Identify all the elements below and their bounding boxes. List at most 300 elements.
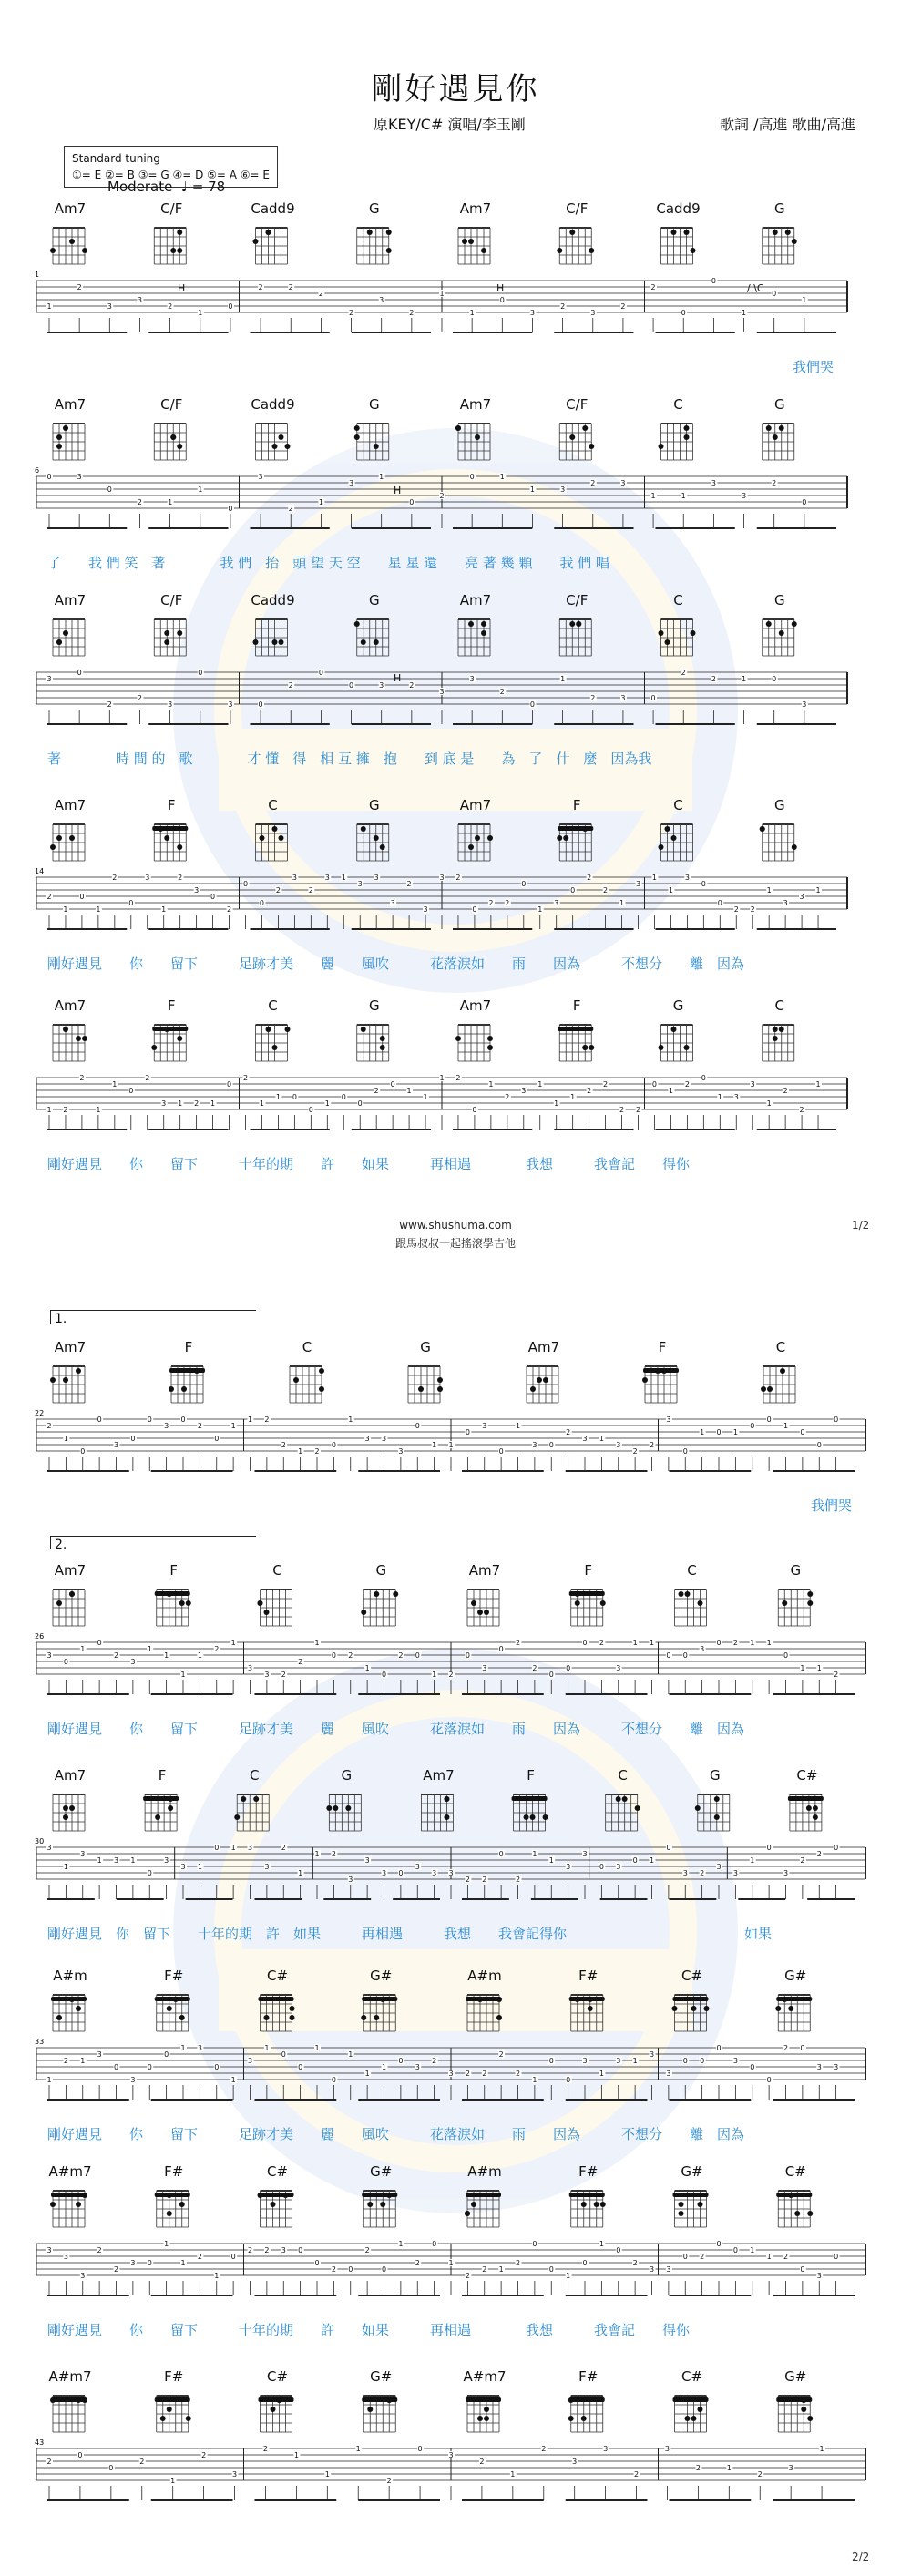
svg-text:0: 0 <box>834 2253 839 2261</box>
lyric-line: 了 我 們 笑 著 我 們 抬 頭 望 天 空 星 星 還 亮 著 幾 顆 我 們 唱 <box>47 555 609 571</box>
svg-text:3: 3 <box>666 2265 671 2274</box>
svg-text:2: 2 <box>197 1422 202 1430</box>
svg-text:3: 3 <box>46 2246 52 2254</box>
chord-name: Am7 <box>468 1562 501 1579</box>
svg-text:3: 3 <box>582 1850 588 1858</box>
svg-text:2: 2 <box>650 283 656 291</box>
svg-text:2: 2 <box>515 1876 521 1884</box>
svg-text:2: 2 <box>560 302 566 311</box>
measure-number: 6 <box>35 466 40 475</box>
svg-text:0: 0 <box>666 1651 671 1660</box>
chord-name: G# <box>370 2368 393 2385</box>
svg-text:3: 3 <box>398 1447 404 1456</box>
svg-text:0: 0 <box>331 1441 336 1449</box>
svg-text:3: 3 <box>145 874 150 882</box>
svg-text:0: 0 <box>398 2057 404 2065</box>
svg-text:2: 2 <box>415 2259 420 2267</box>
svg-text:0: 0 <box>498 1850 504 1858</box>
svg-text:0: 0 <box>800 2044 805 2052</box>
svg-text:2: 2 <box>264 1416 270 1424</box>
svg-text:3: 3 <box>374 874 379 882</box>
tab-staff <box>36 1642 865 1674</box>
svg-text:3: 3 <box>529 309 536 317</box>
svg-text:3: 3 <box>357 880 363 888</box>
svg-text:1: 1 <box>668 886 673 894</box>
svg-text:0: 0 <box>331 2076 336 2084</box>
svg-text:3: 3 <box>63 2253 68 2261</box>
svg-text:3: 3 <box>802 700 807 709</box>
svg-text:0: 0 <box>214 1435 220 1443</box>
svg-text:1: 1 <box>130 1856 136 1865</box>
svg-text:1: 1 <box>247 1416 253 1424</box>
chord-name: Am7 <box>54 592 87 608</box>
chord-diagram <box>155 1995 190 2031</box>
svg-text:1: 1 <box>766 1099 772 1108</box>
svg-text:1: 1 <box>314 1850 320 1858</box>
chord-name: G# <box>784 2368 807 2385</box>
svg-text:3: 3 <box>97 2050 102 2059</box>
svg-text:0: 0 <box>147 1869 152 1877</box>
svg-text:3: 3 <box>324 874 330 882</box>
svg-text:2: 2 <box>409 681 415 690</box>
svg-text:0: 0 <box>750 2063 755 2071</box>
svg-text:3: 3 <box>264 1863 270 1871</box>
svg-text:3: 3 <box>620 694 626 702</box>
svg-text:0: 0 <box>666 1844 671 1852</box>
chord-name: C <box>272 1562 282 1579</box>
chord-diagram <box>361 1995 397 2031</box>
svg-text:0: 0 <box>772 290 777 298</box>
svg-text:2: 2 <box>515 1639 521 1647</box>
svg-text:0: 0 <box>632 1856 638 1865</box>
svg-text:1: 1 <box>168 498 173 506</box>
svg-text:1: 1 <box>379 473 384 481</box>
svg-text:3: 3 <box>292 874 297 882</box>
svg-text:1: 1 <box>700 1428 705 1436</box>
svg-text:1: 1 <box>766 1639 772 1647</box>
svg-text:3: 3 <box>666 2070 671 2078</box>
chord-diagram <box>408 1366 443 1403</box>
svg-text:3: 3 <box>732 1869 738 1877</box>
chord-name: A#m <box>467 2163 502 2180</box>
svg-text:3: 3 <box>684 874 690 882</box>
chord-diagram <box>361 1590 398 1626</box>
svg-text:2: 2 <box>711 675 716 683</box>
svg-text:2: 2 <box>732 1639 738 1647</box>
chord-name: G <box>368 396 380 413</box>
chord-name: C# <box>681 2368 703 2385</box>
svg-text:0: 0 <box>521 880 527 888</box>
svg-text:0: 0 <box>472 905 477 914</box>
svg-text:3: 3 <box>231 2470 238 2479</box>
chord-name: G <box>375 1562 387 1579</box>
tab-staff-graphic <box>0 1357 911 1526</box>
svg-text:3: 3 <box>164 1422 169 1430</box>
svg-text:1: 1 <box>198 309 203 317</box>
svg-text:0: 0 <box>281 2050 286 2059</box>
svg-text:3: 3 <box>130 2076 136 2084</box>
svg-text:0: 0 <box>226 1080 232 1089</box>
svg-text:3: 3 <box>448 2070 454 2078</box>
svg-text:3: 3 <box>130 1658 136 1666</box>
quarter-note-icon: ♩ <box>177 179 188 195</box>
chord-diagram <box>362 2396 397 2432</box>
hammer-marker-3: H <box>394 485 402 496</box>
chord-diagram <box>458 824 493 861</box>
chord-diagram <box>659 1025 693 1061</box>
svg-text:0: 0 <box>314 2259 320 2267</box>
svg-text:0: 0 <box>214 2063 220 2071</box>
svg-text:3: 3 <box>194 886 200 894</box>
svg-text:1: 1 <box>318 498 323 506</box>
svg-text:1: 1 <box>164 1651 169 1660</box>
song-title: 剛好遇見你 <box>371 71 540 107</box>
svg-text:3: 3 <box>379 681 384 690</box>
chord-diagram <box>456 1025 493 1061</box>
svg-text:0: 0 <box>228 505 233 513</box>
measure-number: 26 <box>35 1632 45 1641</box>
chord-diagram <box>50 2191 87 2227</box>
chord-name: Am7 <box>54 1767 87 1784</box>
svg-text:1: 1 <box>815 886 821 894</box>
svg-text:1: 1 <box>819 2445 824 2453</box>
tab-system <box>0 797 911 988</box>
svg-text:1: 1 <box>741 675 747 683</box>
svg-text:1: 1 <box>766 2253 772 2261</box>
svg-text:2: 2 <box>288 681 293 690</box>
svg-text:1: 1 <box>275 1093 281 1101</box>
chord-name: A#m7 <box>463 2368 507 2385</box>
chord-name: C <box>775 1339 786 1355</box>
tab-system <box>0 2368 911 2560</box>
svg-text:2: 2 <box>137 694 143 702</box>
svg-text:1: 1 <box>448 1441 454 1449</box>
svg-text:3: 3 <box>750 1080 755 1089</box>
svg-text:2: 2 <box>398 1651 404 1660</box>
chord-diagram <box>154 424 186 460</box>
svg-text:3: 3 <box>620 479 626 487</box>
svg-text:0: 0 <box>298 2063 303 2071</box>
svg-text:3: 3 <box>423 905 428 914</box>
svg-text:1: 1 <box>532 1850 537 1858</box>
svg-text:0: 0 <box>97 1416 102 1424</box>
svg-text:3: 3 <box>799 893 804 901</box>
chord-name: G# <box>784 1968 807 1984</box>
chord-name: C/F <box>566 200 589 217</box>
svg-text:0: 0 <box>198 669 203 677</box>
svg-text:3: 3 <box>164 1856 169 1865</box>
svg-text:1: 1 <box>164 2240 169 2248</box>
svg-text:2: 2 <box>46 2458 52 2466</box>
svg-text:2: 2 <box>275 886 281 894</box>
svg-text:1: 1 <box>570 1093 576 1101</box>
svg-text:2: 2 <box>695 2464 701 2472</box>
second-ending-label: 2. <box>55 1538 67 1552</box>
svg-text:0: 0 <box>716 2044 722 2052</box>
lyric-line: 著 時 間 的 歌 才 懂 得 相 互 擁 抱 到 底 是 為 了 什 麼 因為我 <box>47 751 652 767</box>
svg-text:1: 1 <box>515 1422 521 1430</box>
svg-text:0: 0 <box>210 893 216 901</box>
svg-text:0: 0 <box>548 1441 554 1449</box>
svg-text:0: 0 <box>147 2259 152 2267</box>
svg-text:2: 2 <box>63 1106 68 1114</box>
svg-text:0: 0 <box>77 669 82 677</box>
tab-staff <box>36 1078 847 1109</box>
lyric-line: 剛好遇見 你 留下 足跡才美 麗 風吹 花落淚如 雨 因為 不想分 離 因為 <box>47 956 745 972</box>
chord-diagram <box>776 2191 813 2227</box>
svg-text:3: 3 <box>432 1869 437 1877</box>
svg-text:2: 2 <box>178 874 183 882</box>
svg-text:2: 2 <box>331 1850 336 1858</box>
svg-text:3: 3 <box>711 479 716 487</box>
svg-text:2: 2 <box>681 669 686 677</box>
chord-name: Cadd9 <box>251 200 295 217</box>
chord-diagram <box>152 824 188 861</box>
svg-text:1: 1 <box>732 1428 738 1436</box>
svg-text:0: 0 <box>308 1106 313 1114</box>
svg-text:3: 3 <box>582 1435 588 1443</box>
svg-text:2: 2 <box>633 2470 640 2479</box>
svg-text:0: 0 <box>783 1651 789 1660</box>
chord-diagram <box>673 2191 709 2227</box>
svg-text:2: 2 <box>532 1664 537 1672</box>
svg-text:3: 3 <box>247 1844 253 1852</box>
svg-text:1: 1 <box>381 2063 387 2071</box>
svg-text:0: 0 <box>582 2259 588 2267</box>
chord-diagram <box>234 1794 269 1831</box>
tempo-marking <box>107 179 225 195</box>
svg-text:1: 1 <box>439 1074 445 1082</box>
svg-text:3: 3 <box>635 880 641 888</box>
svg-text:3: 3 <box>816 2272 822 2280</box>
chord-name: C# <box>266 2163 289 2180</box>
chord-diagram <box>458 619 490 656</box>
svg-text:0: 0 <box>651 1080 658 1089</box>
svg-text:1: 1 <box>298 1869 303 1877</box>
svg-text:2: 2 <box>288 505 293 513</box>
svg-text:1: 1 <box>469 309 475 317</box>
svg-text:3: 3 <box>649 2050 655 2059</box>
svg-text:1: 1 <box>170 2477 176 2485</box>
svg-text:2: 2 <box>783 2044 789 2052</box>
performer-meta: 原KEY/C# 演唱/李玉剛 <box>374 116 526 133</box>
chord-diagram <box>569 1590 606 1626</box>
credits-meta: 歌詞 /高進 歌曲/高進 <box>720 116 855 133</box>
chord-diagram <box>155 2396 191 2432</box>
svg-text:1: 1 <box>619 899 625 907</box>
slide-marker: / \C <box>747 282 764 294</box>
svg-text:3: 3 <box>197 2044 202 2052</box>
chord-name: F <box>572 797 581 813</box>
svg-text:2: 2 <box>281 1671 286 1679</box>
svg-text:0: 0 <box>548 1671 554 1679</box>
svg-text:2: 2 <box>386 2477 392 2485</box>
svg-text:2: 2 <box>566 1428 571 1436</box>
tuning-strings: ①= E ②= B ③= G ④= D ⑤= A ⑥= E <box>72 169 270 181</box>
svg-text:0: 0 <box>566 1664 571 1672</box>
svg-text:3: 3 <box>348 479 354 487</box>
svg-text:0: 0 <box>701 880 706 888</box>
svg-text:0: 0 <box>682 2253 688 2261</box>
chord-diagram <box>642 1366 679 1403</box>
svg-text:2: 2 <box>242 1074 249 1082</box>
chord-diagram <box>569 1995 605 2031</box>
svg-text:3: 3 <box>379 296 384 304</box>
svg-text:0: 0 <box>298 2246 303 2254</box>
svg-text:1: 1 <box>750 2246 755 2254</box>
chord-diagram <box>50 1366 85 1403</box>
svg-text:0: 0 <box>465 1428 470 1436</box>
chord-diagram <box>569 2191 606 2227</box>
svg-text:2: 2 <box>308 886 313 894</box>
svg-text:3: 3 <box>616 1863 621 1871</box>
svg-text:1: 1 <box>802 296 807 304</box>
tab-system <box>0 997 911 1189</box>
svg-text:2: 2 <box>456 874 461 882</box>
svg-text:0: 0 <box>548 2057 554 2065</box>
svg-text:2: 2 <box>482 1876 487 1884</box>
svg-text:1: 1 <box>80 1645 86 1653</box>
chord-name: C <box>687 1562 697 1579</box>
chord-diagram <box>357 824 389 861</box>
svg-text:3: 3 <box>281 2246 286 2254</box>
chord-name: C <box>268 797 278 813</box>
svg-text:1: 1 <box>112 1080 118 1089</box>
svg-text:1: 1 <box>314 1639 320 1647</box>
svg-text:1: 1 <box>537 1080 543 1089</box>
chord-diagram <box>256 424 291 460</box>
chord-name: A#m <box>53 1968 87 1984</box>
svg-text:2: 2 <box>757 2470 763 2479</box>
svg-text:0: 0 <box>381 2265 387 2274</box>
chord-name: C <box>673 396 683 413</box>
svg-text:2: 2 <box>499 688 505 696</box>
svg-text:2: 2 <box>465 2272 470 2280</box>
chord-diagram <box>258 1590 292 1626</box>
svg-text:2: 2 <box>834 1671 839 1679</box>
svg-text:0: 0 <box>258 700 263 709</box>
svg-text:3: 3 <box>80 1850 86 1858</box>
svg-text:2: 2 <box>684 1080 690 1089</box>
svg-text:2: 2 <box>318 290 323 298</box>
chord-diagram <box>760 824 797 861</box>
svg-text:1: 1 <box>180 1671 186 1679</box>
svg-text:2: 2 <box>515 2070 521 2078</box>
svg-text:3: 3 <box>834 2063 839 2071</box>
svg-text:1: 1 <box>314 2044 320 2052</box>
svg-text:2: 2 <box>46 893 52 901</box>
chord-diagram <box>776 2396 813 2432</box>
chord-name: G <box>790 1562 802 1579</box>
svg-text:0: 0 <box>348 681 354 690</box>
chord-diagram <box>154 228 186 264</box>
svg-text:0: 0 <box>390 1080 395 1089</box>
measure-number: 1 <box>35 271 40 279</box>
svg-text:0: 0 <box>472 1106 477 1114</box>
chord-diagram <box>258 2191 294 2227</box>
svg-text:0: 0 <box>732 2246 738 2254</box>
chord-diagram <box>763 1025 794 1061</box>
svg-text:1: 1 <box>668 1087 673 1095</box>
svg-text:2: 2 <box>635 1106 641 1114</box>
svg-text:0: 0 <box>147 1416 152 1424</box>
svg-text:1: 1 <box>178 1099 183 1108</box>
svg-text:2: 2 <box>603 886 609 894</box>
chord-name: F <box>158 1767 167 1784</box>
chord-name: F <box>169 1562 179 1579</box>
lyric-line: 剛好遇見 你 留下 足跡才美 麗 風吹 花落淚如 雨 因為 不想分 離 因為 <box>47 2126 745 2142</box>
svg-text:3: 3 <box>415 2063 420 2071</box>
svg-text:1: 1 <box>423 1093 428 1101</box>
svg-text:2: 2 <box>77 283 82 291</box>
chord-name: A#m <box>467 1968 502 1984</box>
svg-text:0: 0 <box>164 2050 169 2059</box>
chord-diagram <box>155 2191 190 2227</box>
svg-text:2: 2 <box>541 2445 547 2453</box>
chord-name: C/F <box>160 396 183 413</box>
svg-text:0: 0 <box>499 296 505 304</box>
svg-text:1: 1 <box>214 2272 220 2280</box>
svg-text:2: 2 <box>46 1422 52 1430</box>
svg-text:0: 0 <box>107 486 112 494</box>
svg-text:0: 0 <box>650 694 656 702</box>
svg-text:3: 3 <box>732 2057 738 2065</box>
chord-diagram <box>456 424 490 460</box>
chord-name: G <box>368 797 380 813</box>
chord-name: C <box>673 592 683 608</box>
tab-system <box>0 1562 911 1753</box>
svg-text:1: 1 <box>510 2470 516 2479</box>
hammer-marker: H <box>178 282 186 294</box>
svg-text:1: 1 <box>532 2076 537 2084</box>
svg-text:3: 3 <box>113 1441 119 1449</box>
svg-text:1: 1 <box>46 1106 52 1114</box>
svg-text:0: 0 <box>80 1447 86 1456</box>
chord-name: F# <box>578 2163 599 2180</box>
svg-text:2: 2 <box>409 309 415 317</box>
svg-text:3: 3 <box>521 1087 527 1095</box>
chord-name: G <box>341 1767 353 1784</box>
chord-name: C <box>268 997 278 1014</box>
svg-text:1: 1 <box>649 1639 655 1647</box>
tab-system <box>0 1968 911 2159</box>
chord-name: C/F <box>566 396 589 413</box>
svg-text:1: 1 <box>750 1856 755 1865</box>
svg-text:2: 2 <box>331 2265 336 2274</box>
svg-text:2: 2 <box>772 479 777 487</box>
svg-text:3: 3 <box>348 1876 353 1884</box>
svg-text:0: 0 <box>570 886 576 894</box>
chord-name: Am7 <box>54 396 87 413</box>
lyric-line: 剛好遇見 你 留下 十年的期 許 如果 再相遇 我想 我會記得你 如果 <box>47 1926 773 1942</box>
svg-text:3: 3 <box>788 2464 793 2472</box>
chord-diagram <box>326 1794 361 1831</box>
svg-text:3: 3 <box>137 296 143 304</box>
svg-text:2: 2 <box>587 874 592 882</box>
svg-text:2: 2 <box>247 2246 253 2254</box>
svg-text:2: 2 <box>281 1441 286 1449</box>
svg-text:1: 1 <box>324 2470 330 2479</box>
svg-text:1: 1 <box>96 905 101 914</box>
svg-text:2: 2 <box>603 1080 609 1089</box>
svg-text:3: 3 <box>482 1422 487 1430</box>
chord-diagram <box>763 228 797 264</box>
svg-text:2: 2 <box>226 905 232 914</box>
measure-number: 33 <box>35 2038 45 2046</box>
chord-diagram <box>50 824 85 861</box>
svg-text:1: 1 <box>341 874 346 882</box>
svg-text:2: 2 <box>432 2057 437 2065</box>
